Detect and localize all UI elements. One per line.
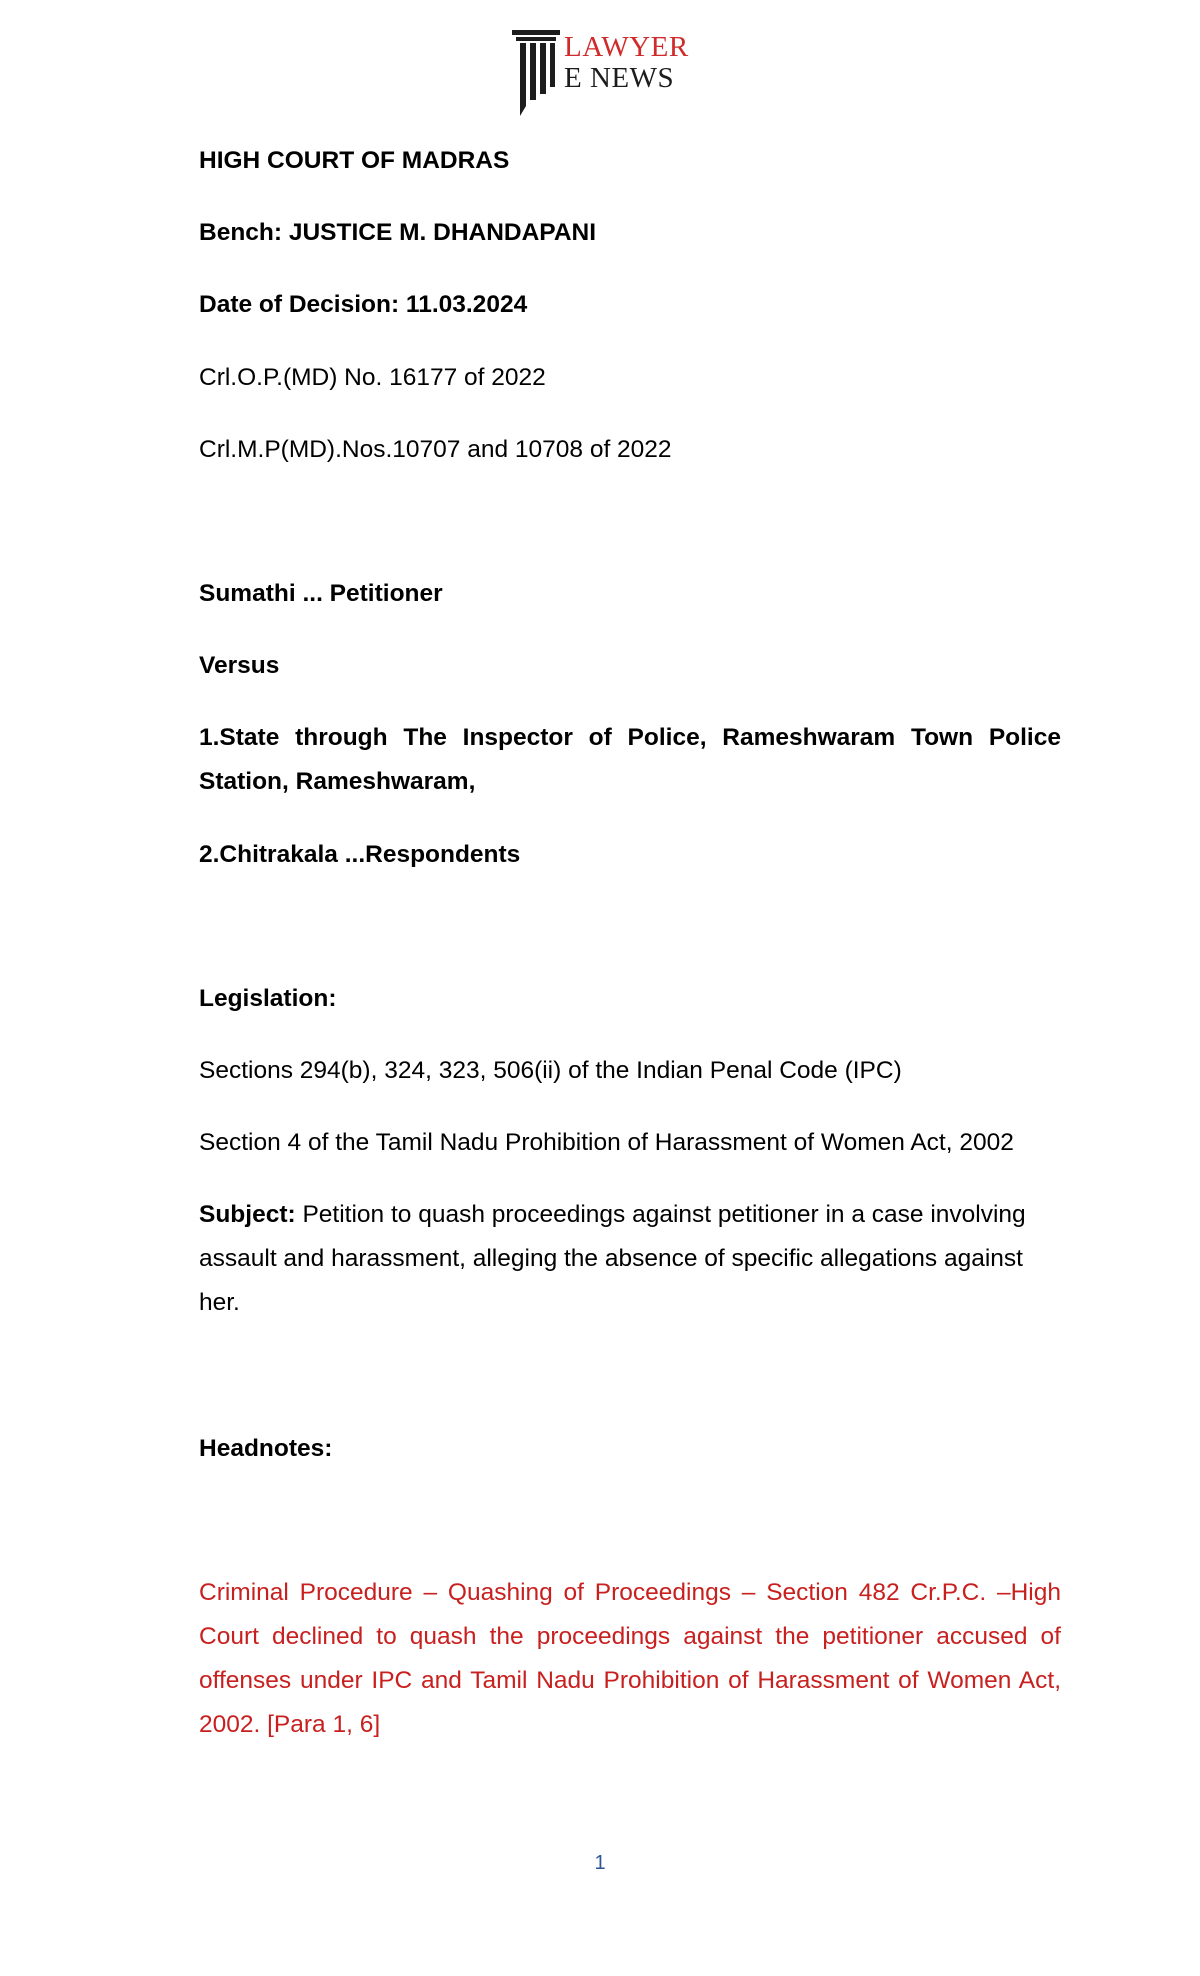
headnotes-heading: Headnotes:	[199, 1435, 333, 1462]
page-number: 1	[594, 1852, 606, 1874]
subject-paragraph	[199, 1193, 1061, 1325]
legislation-heading: Legislation:	[199, 985, 337, 1012]
subject-text: Petition to quash proceedings against petitioner in a case involving assault and harassment, alleging the absence of specific allegations against her.	[199, 1201, 1026, 1316]
legislation-item-1: Sections 294(b), 324, 323, 506(ii) of the Indian Penal Code (IPC)	[199, 1057, 902, 1084]
court-name: HIGH COURT OF MADRAS	[199, 147, 510, 174]
versus: Versus	[199, 652, 280, 679]
legislation-item-2: Section 4 of the Tamil Nadu Prohibition of Harassment of Women Act, 2002	[199, 1129, 1014, 1156]
subject-label: Subject:	[199, 1201, 296, 1228]
lawyer-e-news-logo	[512, 30, 692, 116]
case-number: Crl.O.P.(MD) No. 16177 of 2022	[199, 364, 546, 391]
logo-word-lawyer: LAWYER	[564, 31, 689, 63]
pillar-icon	[512, 30, 560, 116]
logo-word-enews: E NEWS	[564, 62, 675, 94]
headnote-text: Criminal Procedure – Quashing of Proceedings – Section 482 Cr.P.C. –High Court declined to quash the proceedings against the petitioner accused of offenses under IPC and Tamil Nadu Prohibition of Harassment of Women Act, 2002. [Para 1, 6]	[199, 1579, 1061, 1738]
misc-petition-numbers: Crl.M.P(MD).Nos.10707 and 10708 of 2022	[199, 436, 672, 463]
respondent-1: 1.State through The Inspector of Police, Rameshwaram Town Police Station, Rameshwaram,	[199, 724, 1061, 795]
respondent-2: 2.Chitrakala ...Respondents	[199, 841, 521, 868]
decision-date: Date of Decision: 11.03.2024	[199, 291, 528, 318]
bench: Bench: JUSTICE M. DHANDAPANI	[199, 219, 597, 246]
petitioner: Sumathi ... Petitioner	[199, 580, 443, 607]
